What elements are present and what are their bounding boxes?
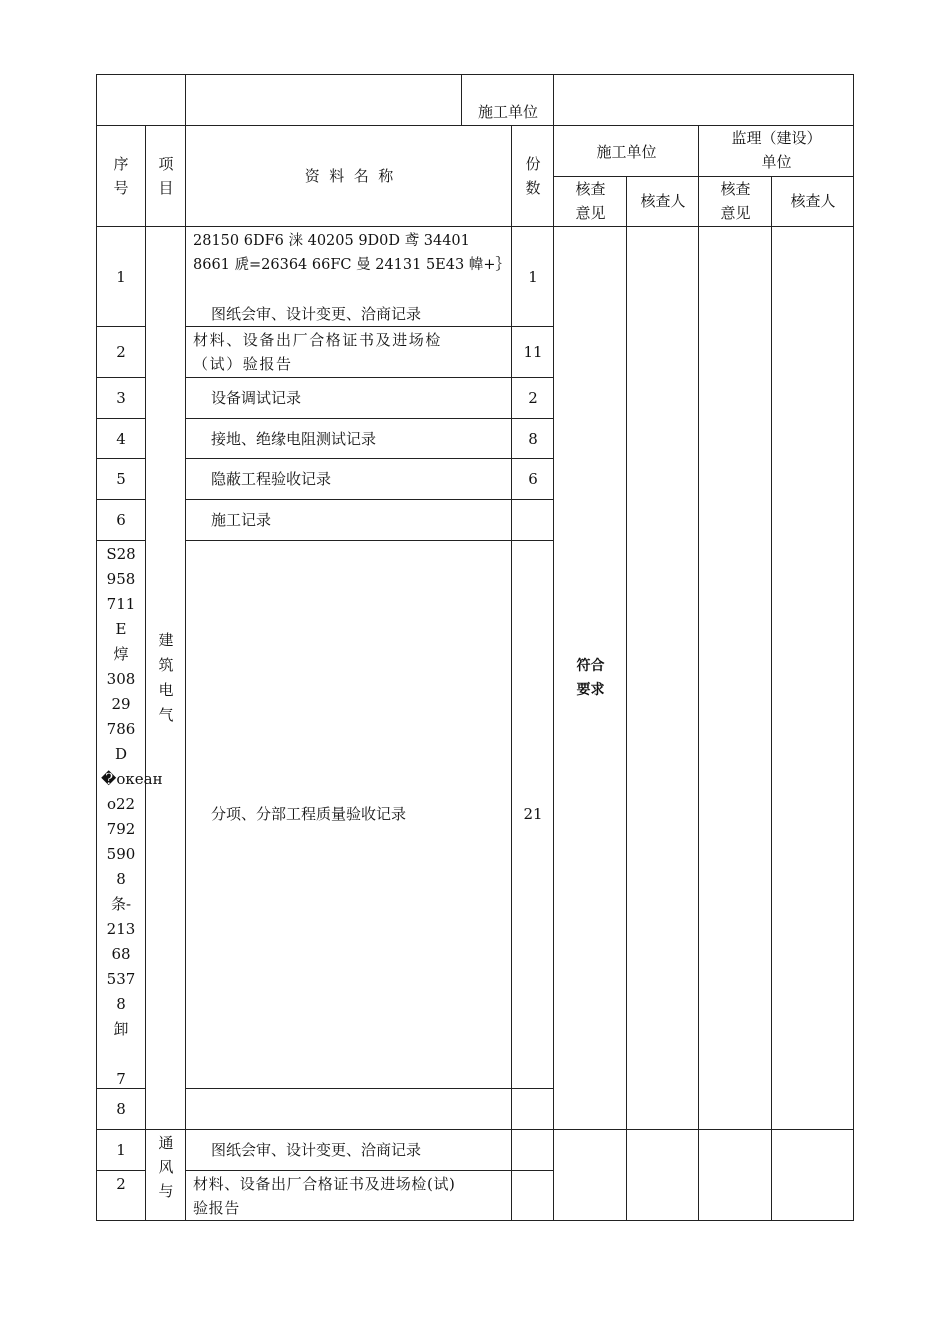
grid-line: [96, 326, 146, 327]
column-copies: 份 数: [525, 155, 541, 197]
row-name: 材料、设备出厂合格证书及进场检 （试）验报告: [193, 331, 443, 373]
row-copies: 8: [528, 430, 538, 448]
column-supervision-unit: 监理（建设） 单位: [731, 129, 822, 171]
grid-line: [96, 1129, 854, 1130]
row-name: 图纸会审、设计变更、洽商记录: [211, 305, 422, 323]
column-checker-2: 核查人: [790, 192, 836, 210]
grid-line: [185, 418, 554, 419]
check-opinion-value: 符合 要求: [576, 658, 605, 698]
row-seq: 4: [116, 430, 126, 448]
grid-line: [96, 377, 146, 378]
grid-line: [185, 458, 554, 459]
column-check-opinion-2: 核查 意见: [720, 180, 751, 222]
row-name: 施工记录: [211, 511, 272, 529]
row-seq: 6: [116, 511, 126, 529]
construction-unit-label: 施工单位: [477, 103, 538, 121]
grid-line: [185, 540, 554, 541]
row-copies: 2: [528, 389, 538, 407]
row-seq: 1: [116, 1141, 126, 1159]
row-name: 图纸会审、设计变更、洽商记录: [211, 1141, 422, 1159]
grid-line: [771, 176, 772, 1221]
row-copies: 11: [523, 343, 543, 361]
row-copies: 6: [528, 470, 538, 488]
grid-line: [96, 1170, 146, 1171]
row-copies: 1: [528, 268, 538, 286]
row-name: 设备调试记录: [211, 389, 302, 407]
row-seq: 1: [116, 268, 126, 286]
row-seq: 5: [116, 470, 126, 488]
grid-line: [185, 1170, 554, 1171]
row-seq: 8: [116, 1100, 126, 1118]
grid-line: [96, 499, 146, 500]
row-seq: 3: [116, 389, 126, 407]
row-name: 隐蔽工程验收记录: [211, 470, 332, 488]
grid-line: [185, 499, 554, 500]
column-seq: 序 号: [113, 155, 129, 197]
row-seq: 2: [116, 343, 126, 361]
grid-line: [96, 226, 854, 227]
grid-line: [96, 418, 146, 419]
row-name: 材料、设备出厂合格证书及进场检(试) 验报告: [193, 1175, 456, 1217]
column-item: 项 目: [158, 155, 174, 197]
row-name: 接地、绝缘电阻测试记录: [211, 430, 377, 448]
grid-line: [698, 125, 699, 1221]
row-seq-tall: S28 958 711 E 焞 308 29 786 D �океан o22 792 590 8 条- 213 68 537 8 卸 7: [101, 545, 163, 1088]
row-copies: 21: [523, 805, 543, 823]
grid-line: [185, 1088, 554, 1089]
grid-line: [511, 125, 512, 1221]
column-check-opinion: 核查 意见: [575, 180, 606, 222]
grid-line: [185, 326, 554, 327]
item-name: 建 筑 电 气: [158, 631, 174, 724]
row-name: 分项、分部工程质量验收记录: [211, 805, 407, 823]
grid-line: [96, 458, 146, 459]
grid-line: [185, 377, 554, 378]
column-checker: 核查人: [640, 192, 686, 210]
row-name-code: 28150 6DF6 涞 40205 9D0D 鸢 34401 8661 虒=26364 66FC 曼 24131 5E43 幃+｝: [193, 233, 510, 273]
row-seq: 2: [116, 1175, 126, 1193]
column-construction-unit: 施工单位: [596, 143, 657, 161]
grid-line: [553, 74, 554, 1221]
item-name: 通 风 与: [158, 1134, 174, 1200]
grid-line: [96, 540, 146, 541]
column-name: 资 料 名 称: [304, 167, 394, 185]
